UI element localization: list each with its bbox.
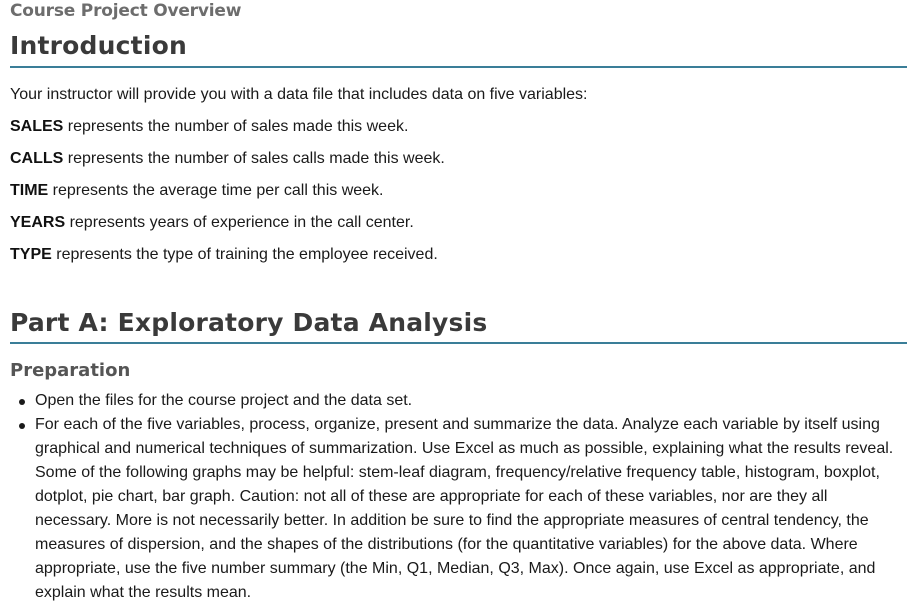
variable-description: represents the type of training the employee received. — [51, 246, 438, 263]
list-item — [10, 389, 907, 413]
part-a-heading: Part A: Exploratory Data Analysis — [10, 308, 488, 337]
variable-type — [10, 246, 438, 264]
variable-description: represents the number of sales made this week. — [63, 118, 409, 135]
list-item — [10, 413, 907, 602]
preparation-list — [10, 389, 907, 602]
variable-sales — [10, 118, 408, 136]
preparation-heading: Preparation — [10, 360, 131, 381]
bullet-icon — [19, 399, 25, 405]
variable-description: represents years of experience in the call center. — [65, 214, 414, 231]
intro-text: Your instructor will provide you with a data file that includes data on five variables: — [10, 86, 588, 103]
bullet-icon — [19, 423, 25, 429]
variable-name: CALLS — [10, 150, 64, 167]
variable-calls — [10, 150, 445, 168]
variable-name: TIME — [10, 182, 49, 199]
overview-title: Course Project Overview — [10, 1, 242, 21]
variable-name: YEARS — [10, 214, 66, 231]
variable-name: SALES — [10, 118, 64, 135]
list-item-text: Open the files for the course project and the data set. — [35, 392, 413, 409]
variable-name: TYPE — [10, 246, 52, 263]
variable-years — [10, 214, 414, 232]
introduction-divider — [10, 66, 907, 68]
variable-description: represents the number of sales calls made this week. — [63, 150, 445, 167]
variable-time — [10, 182, 384, 200]
part-a-divider — [10, 342, 907, 344]
variable-description: represents the average time per call this week. — [48, 182, 384, 199]
introduction-heading: Introduction — [10, 31, 187, 60]
list-item-text: For each of the five variables, process, organize, present and summarize the data. Analyze each variable by itself using graphical and numerical techniques of summarization. Use Excel as much as possible, explaining what the results reveal. Some of the following graphs may be helpful: stem-leaf diagram, frequency/relative frequency table, histogram, boxplot, dotplot, pie chart, bar graph. Caution: not all of these are appropriate for each of these variables, nor are they all necessary. More is not necessarily better. In addition be sure to find the appropriate measures of central tendency, the measures of dispersion, and the shapes of the distributions (for the quantitative variables) for the above data. Where appropriate, use the five number summary (the Min, Q1, Median, Q3, Max). Once again, use Excel as appropriate, and explain what the results mean. — [35, 416, 894, 601]
